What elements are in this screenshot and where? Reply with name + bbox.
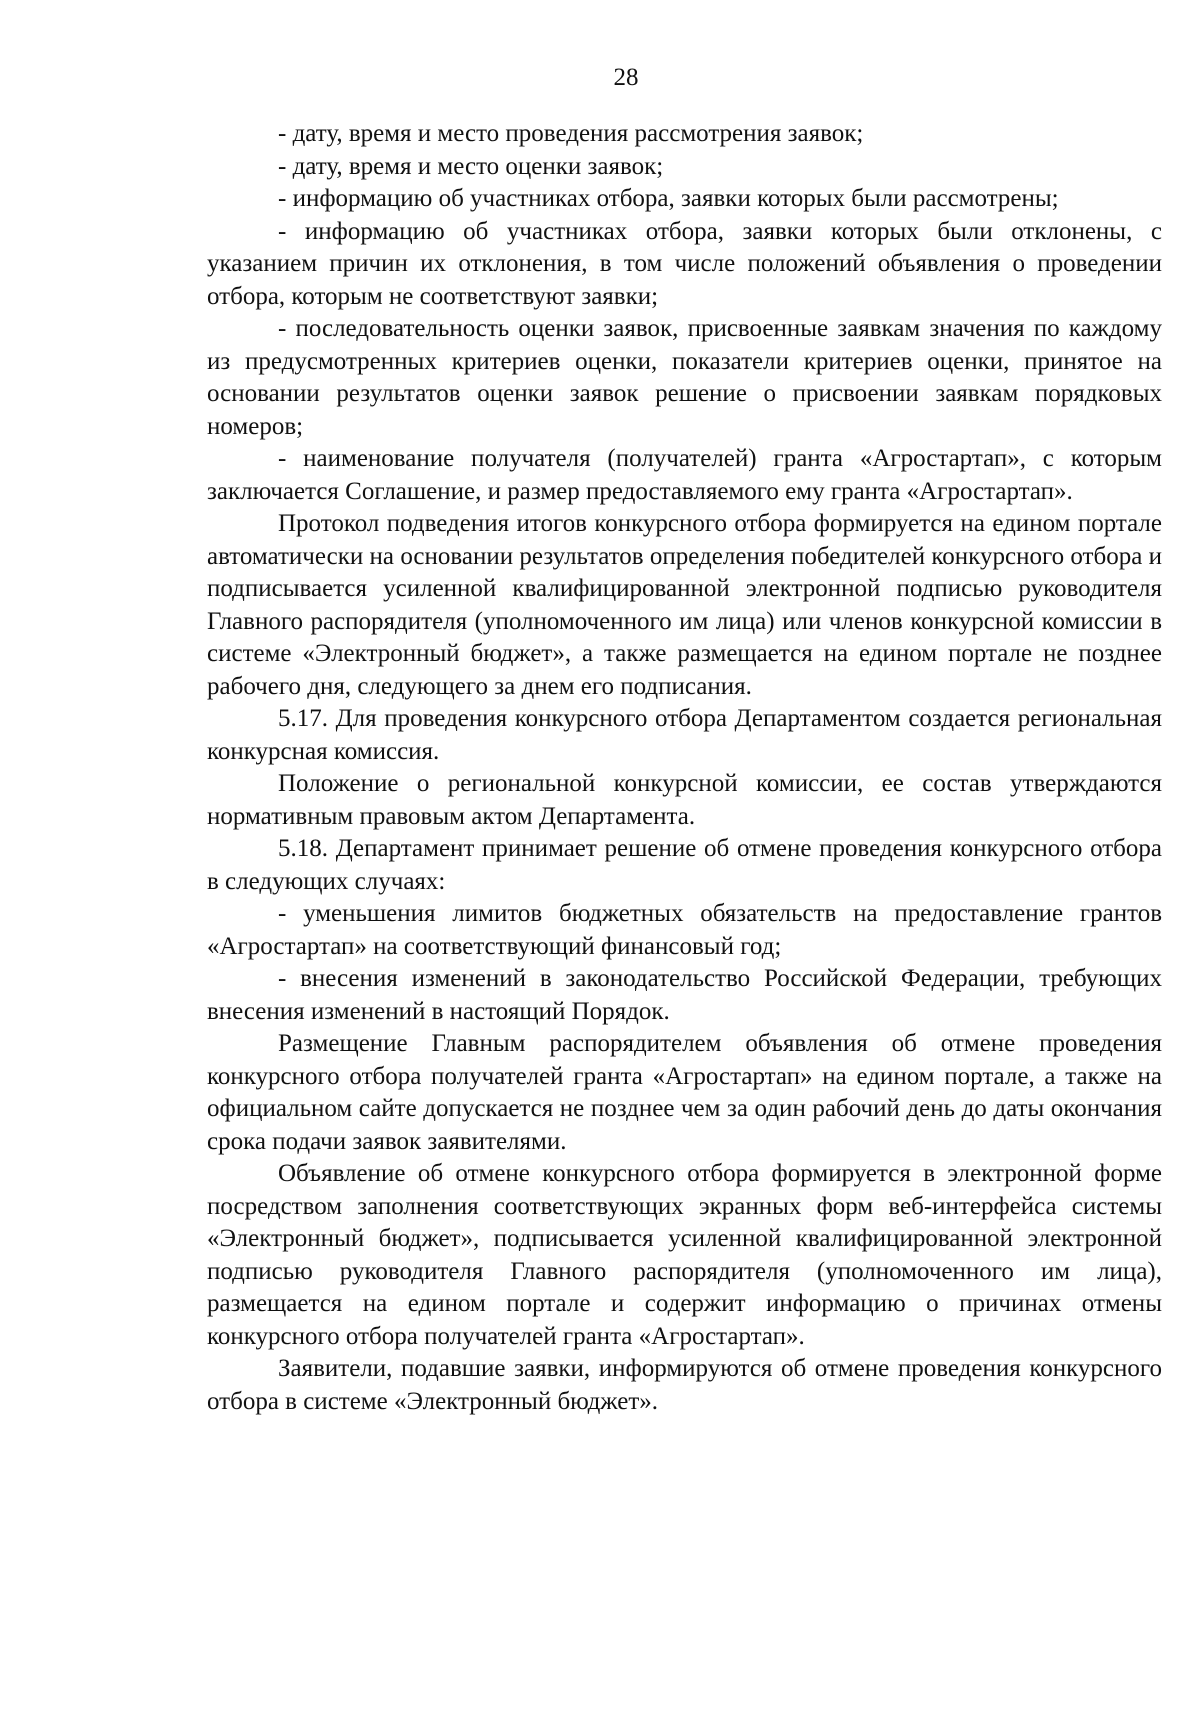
list-item: - дату, время и место проведения рассмотрения заявок; (278, 120, 864, 147)
paragraph: Протокол подведения итогов конкурсного отбора формируется на едином портале автоматически на основании результатов определения победителей конкурсного отбора и подписывается усиленной квалифицированной электронной подписью руководителя Главного распорядителя (уполномоченного им лица) или членов конкурсной комиссии в системе «Электронный бюджет», а также размещается на едином портале не позднее рабочего дня, следующего за днем его подписания. (207, 510, 1162, 700)
paragraph: Положение о региональной конкурсной комиссии, ее состав утверждаются нормативным правовым актом Департамента. (207, 770, 1162, 830)
page-number: 28 (613, 64, 639, 91)
list-item: - наименование получателя (получателей) гранта «Агростартап», с которым заключается Соглашение, и размер предоставляемого ему гранта «Агростартап». (207, 445, 1162, 505)
list-item: - информацию об участниках отбора, заявки которых были отклонены, с указанием причин их отклонения, в том числе положений объявления о проведении отбора, которым не соответствуют заявки; (207, 217, 1162, 310)
list-item: - уменьшения лимитов бюджетных обязательств на предоставление грантов «Агростартап» на соответствующий финансовый год; (207, 900, 1162, 960)
paragraph: Заявители, подавшие заявки, информируются об отмене проведения конкурсного отбора в системе «Электронный бюджет». (207, 1355, 1162, 1415)
paragraph: Размещение Главным распорядителем объявления об отмене проведения конкурсного отбора получателей гранта «Агростартап» на едином портале, а также на официальном сайте допускается не позднее чем за один рабочий день до даты окончания срока подачи заявок заявителями. (207, 1030, 1162, 1155)
paragraph: 5.18. Департамент принимает решение об отмене проведения конкурсного отбора в следующих случаях: (207, 835, 1162, 895)
list-item: - информацию об участниках отбора, заявки которых были рассмотрены; (278, 185, 1059, 212)
list-item: - дату, время и место оценки заявок; (278, 152, 664, 180)
document-body (207, 118, 1162, 1418)
paragraph: 5.17. Для проведения конкурсного отбора Департаментом создается региональная конкурсная комиссия. (207, 705, 1162, 765)
paragraph: Объявление об отмене конкурсного отбора формируется в электронной форме посредством заполнения соответствующих экранных форм веб-интерфейса системы «Электронный бюджет», подписывается усиленной квалифицированной электронной подписью руководителя Главного распорядителя (уполномоченного им лица), размещается на едином портале и содержит информацию о причинах отмены конкурсного отбора получателей гранта «Агростартап». (207, 1160, 1162, 1350)
list-item: - внесения изменений в законодательство Российской Федерации, требующих внесения изменений в настоящий Порядок. (207, 965, 1162, 1025)
list-item: - последовательность оценки заявок, присвоенные заявкам значения по каждому из предусмотренных критериев оценки, показатели критериев оценки, принятое на основании результатов оценки заявок решение о присвоении заявкам порядковых номеров; (207, 315, 1162, 440)
